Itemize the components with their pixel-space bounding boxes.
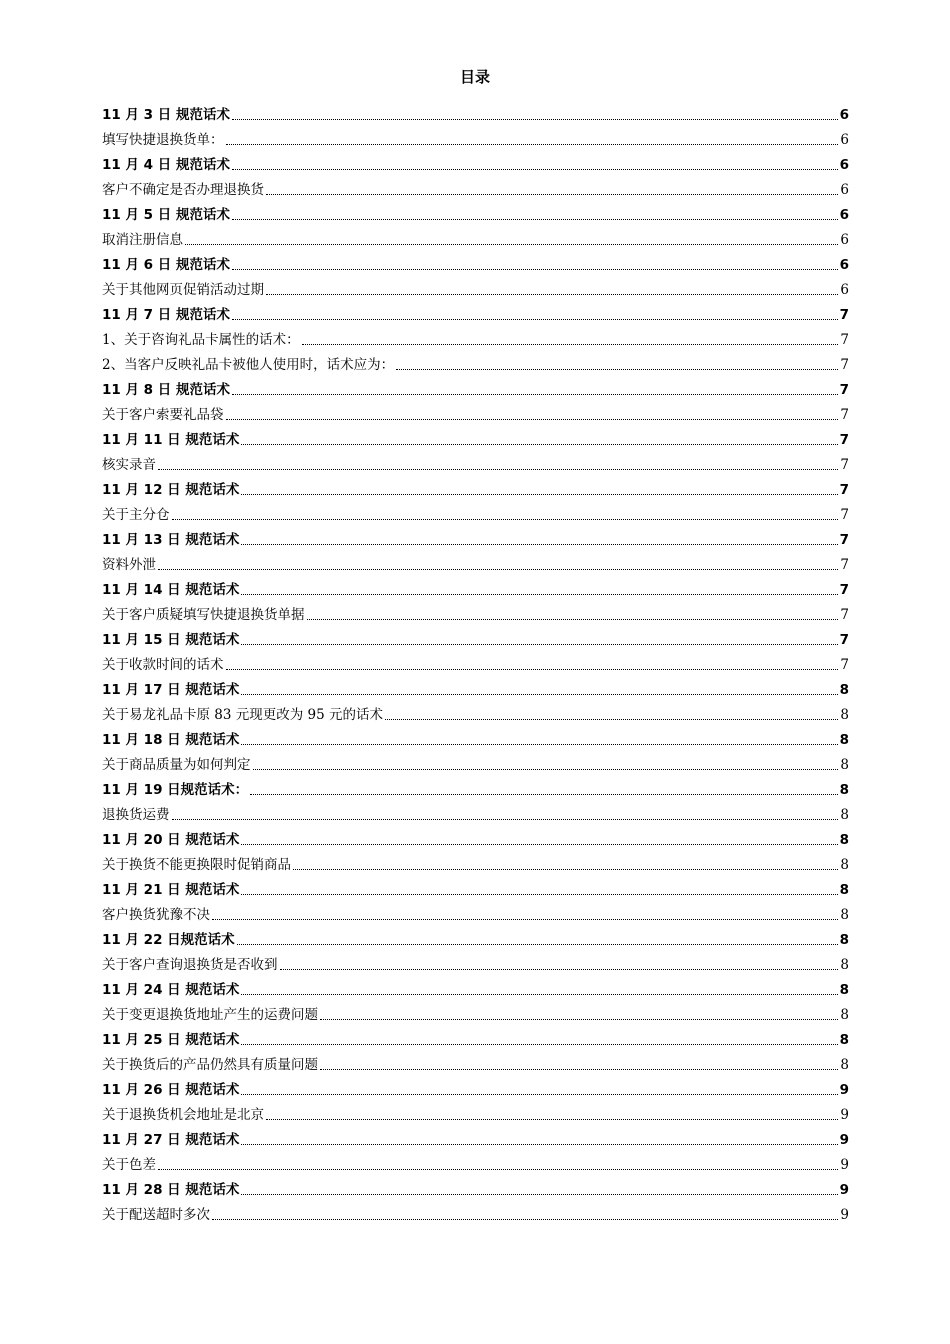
dot-leader (280, 969, 839, 970)
toc-entry-label: 11 月 15 日 规范话术 (102, 632, 240, 648)
dot-leader (232, 319, 838, 320)
toc-page-number: 7 (840, 607, 849, 623)
dot-leader (237, 944, 838, 945)
dot-leader (232, 269, 838, 270)
dot-leader (241, 1094, 837, 1095)
toc-page-number: 8 (840, 957, 849, 973)
toc-sub-entry[interactable] (102, 901, 849, 926)
toc-page-number: 6 (839, 107, 849, 123)
toc-page-number: 8 (839, 882, 849, 898)
toc-sub-entry[interactable] (102, 951, 849, 976)
toc-entry-label: 11 月 21 日 规范话术 (102, 882, 240, 898)
toc-entry-label: 关于变更退换货地址产生的运费问题 (102, 1007, 318, 1023)
toc-entry-label: 11 月 17 日 规范话术 (102, 682, 240, 698)
toc-heading-entry[interactable] (102, 776, 849, 801)
toc-entry-label: 核实录音 (102, 457, 156, 473)
dot-leader (172, 519, 839, 520)
dot-leader (232, 219, 838, 220)
toc-entry-label: 关于退换货机会地址是北京 (102, 1107, 264, 1123)
toc-sub-entry[interactable] (102, 1001, 849, 1026)
dot-leader (241, 894, 837, 895)
toc-entry-label: 11 月 14 日 规范话术 (102, 582, 240, 598)
toc-page-number: 7 (839, 532, 849, 548)
toc-heading-entry[interactable] (102, 876, 849, 901)
toc-heading-entry[interactable] (102, 151, 849, 176)
toc-sub-entry[interactable] (102, 651, 849, 676)
toc-title: 目录 (459, 68, 490, 86)
toc-page-number: 6 (840, 132, 849, 148)
toc-page-number: 8 (839, 832, 849, 848)
toc-heading-entry[interactable] (102, 376, 849, 401)
toc-entry-label: 11 月 24 日 规范话术 (102, 982, 240, 998)
toc-sub-entry[interactable] (102, 801, 849, 826)
dot-leader (172, 819, 839, 820)
toc-entry-label: 11 月 20 日 规范话术 (102, 832, 240, 848)
toc-heading-entry[interactable] (102, 426, 849, 451)
toc-page-number: 8 (839, 732, 849, 748)
toc-sub-entry[interactable] (102, 501, 849, 526)
dot-leader (232, 119, 838, 120)
dot-leader (232, 394, 838, 395)
toc-page-number: 6 (840, 282, 849, 298)
toc-page-number: 9 (839, 1082, 849, 1098)
toc-page-number: 8 (840, 1007, 849, 1023)
toc-page-number: 8 (840, 807, 849, 823)
toc-page-number: 6 (840, 182, 849, 198)
toc-entry-label: 11 月 22 日规范话术 (102, 932, 235, 948)
dot-leader (212, 1219, 838, 1220)
dot-leader (307, 619, 839, 620)
toc-entry-label: 关于换货后的产品仍然具有质量问题 (102, 1057, 318, 1073)
toc-sub-entry[interactable] (102, 176, 849, 201)
toc-entry-label: 取消注册信息 (102, 232, 183, 248)
dot-leader (266, 194, 838, 195)
toc-heading-entry[interactable] (102, 576, 849, 601)
toc-page-number: 7 (839, 632, 849, 648)
toc-sub-entry[interactable] (102, 851, 849, 876)
dot-leader (226, 144, 839, 145)
toc-sub-entry[interactable] (102, 126, 849, 151)
dot-leader (250, 794, 837, 795)
toc-heading-entry[interactable] (102, 626, 849, 651)
toc-sub-entry[interactable] (102, 351, 849, 376)
dot-leader (185, 244, 838, 245)
dot-leader (320, 1019, 838, 1020)
toc-page-number: 7 (840, 357, 849, 373)
toc-page-number: 9 (840, 1107, 849, 1123)
toc-entry-label: 关于换货不能更换限时促销商品 (102, 857, 291, 873)
toc-page-number: 8 (840, 1057, 849, 1073)
toc-entry-label: 11 月 3 日 规范话术 (102, 107, 230, 123)
toc-page-number: 6 (839, 257, 849, 273)
dot-leader (396, 369, 838, 370)
dot-leader (241, 1144, 837, 1145)
toc-heading-entry[interactable] (102, 201, 849, 226)
toc-sub-entry[interactable] (102, 751, 849, 776)
toc-page-number: 8 (839, 932, 849, 948)
toc-entry-label: 关于客户索要礼品袋 (102, 407, 224, 423)
toc-page-number: 7 (840, 407, 849, 423)
toc-heading-entry[interactable] (102, 1176, 849, 1201)
toc-page-number: 9 (840, 1207, 849, 1223)
toc-heading-entry[interactable] (102, 826, 849, 851)
toc-page-number: 8 (840, 707, 849, 723)
toc-entry-label: 11 月 8 日 规范话术 (102, 382, 230, 398)
dot-leader (212, 919, 838, 920)
toc-page-number: 6 (840, 232, 849, 248)
toc-sub-entry[interactable] (102, 1151, 849, 1176)
dot-leader (241, 1044, 837, 1045)
toc-entry-label: 11 月 11 日 规范话术 (102, 432, 240, 448)
toc-page-number: 8 (839, 982, 849, 998)
dot-leader (232, 169, 838, 170)
toc-entry-label: 关于主分仓 (102, 507, 170, 523)
toc-entry-label: 11 月 5 日 规范话术 (102, 207, 230, 223)
toc-entry-label: 11 月 12 日 规范话术 (102, 482, 240, 498)
dot-leader (241, 744, 837, 745)
toc-page-number: 7 (839, 482, 849, 498)
toc-page-number: 9 (839, 1132, 849, 1148)
toc-entry-label: 1、关于咨询礼品卡属性的话术： (102, 332, 300, 348)
toc-entry-label: 退换货运费 (102, 807, 170, 823)
dot-leader (241, 844, 837, 845)
toc-page-number: 8 (840, 857, 849, 873)
toc-sub-entry[interactable] (102, 276, 849, 301)
toc-entry-label: 11 月 18 日 规范话术 (102, 732, 240, 748)
toc-page-number: 9 (840, 1157, 849, 1173)
toc-heading-entry[interactable] (102, 926, 849, 951)
toc-sub-entry[interactable] (102, 1201, 849, 1226)
toc-entry-label: 资料外泄 (102, 557, 156, 573)
toc-entry-label: 关于配送超时多次 (102, 1207, 210, 1223)
dot-leader (241, 444, 837, 445)
toc-entry-label: 11 月 26 日 规范话术 (102, 1082, 240, 1098)
toc-entry-label: 关于色差 (102, 1157, 156, 1173)
toc-entry-label: 客户换货犹豫不决 (102, 907, 210, 923)
toc-entry-label: 关于客户质疑填写快捷退换货单据 (102, 607, 305, 623)
dot-leader (226, 669, 839, 670)
dot-leader (158, 1169, 838, 1170)
toc-page-number: 8 (839, 682, 849, 698)
toc-entry-label: 11 月 27 日 规范话术 (102, 1132, 240, 1148)
toc-page-number: 7 (840, 657, 849, 673)
toc-page-number: 7 (840, 557, 849, 573)
dot-leader (266, 294, 838, 295)
toc-entry-label: 11 月 25 日 规范话术 (102, 1032, 240, 1048)
dot-leader (158, 469, 838, 470)
dot-leader (293, 869, 838, 870)
toc-page-number: 8 (840, 757, 849, 773)
toc-entry-label: 11 月 28 日 规范话术 (102, 1182, 240, 1198)
toc-heading-entry[interactable] (102, 251, 849, 276)
toc-heading-entry[interactable] (102, 526, 849, 551)
dot-leader (241, 644, 837, 645)
dot-leader (320, 1069, 838, 1070)
dot-leader (385, 719, 838, 720)
toc-page-number: 8 (839, 1032, 849, 1048)
toc-sub-entry[interactable] (102, 1101, 849, 1126)
toc-heading-entry[interactable] (102, 1076, 849, 1101)
toc-entry-label: 11 月 6 日 规范话术 (102, 257, 230, 273)
toc-page-number: 7 (839, 307, 849, 323)
toc-entry-label: 关于收款时间的话术 (102, 657, 224, 673)
toc-entry-label: 11 月 4 日 规范话术 (102, 157, 230, 173)
dot-leader (158, 569, 838, 570)
toc-entry-label: 2、当客户反映礼品卡被他人使用时，话术应为： (102, 357, 395, 373)
dot-leader (266, 1119, 838, 1120)
dot-leader (241, 544, 837, 545)
toc-page-number: 7 (840, 457, 849, 473)
toc-page-number: 8 (839, 782, 849, 798)
toc-sub-entry[interactable] (102, 551, 849, 576)
toc-entry-label: 关于其他网页促销活动过期 (102, 282, 264, 298)
toc-entry-label: 关于商品质量为如何判定 (102, 757, 251, 773)
toc-sub-entry[interactable] (102, 401, 849, 426)
toc-sub-entry[interactable] (102, 226, 849, 251)
toc-heading-entry[interactable] (102, 476, 849, 501)
toc-entry-label: 11 月 13 日 规范话术 (102, 532, 240, 548)
toc-sub-entry[interactable] (102, 701, 849, 726)
toc-sub-entry[interactable] (102, 1051, 849, 1076)
toc-entry-label: 关于客户查询退换货是否收到 (102, 957, 278, 973)
toc-page-number: 6 (839, 207, 849, 223)
dot-leader (253, 769, 839, 770)
dot-leader (226, 419, 839, 420)
toc-entry-label: 客户不确定是否办理退换货 (102, 182, 264, 198)
toc-heading-entry[interactable] (102, 1126, 849, 1151)
toc-heading-entry[interactable] (102, 1026, 849, 1051)
toc-sub-entry[interactable] (102, 326, 849, 351)
toc-sub-entry[interactable] (102, 451, 849, 476)
dot-leader (302, 344, 839, 345)
toc-page-number: 7 (839, 382, 849, 398)
toc-heading-entry[interactable] (102, 676, 849, 701)
toc-sub-entry[interactable] (102, 601, 849, 626)
toc-heading-entry[interactable] (102, 101, 849, 126)
toc-list (102, 101, 849, 1226)
toc-entry-label: 填写快捷退换货单： (102, 132, 224, 148)
toc-page-number: 9 (839, 1182, 849, 1198)
toc-page-number: 7 (839, 582, 849, 598)
toc-page-number: 7 (840, 507, 849, 523)
toc-page-number: 6 (839, 157, 849, 173)
toc-entry-label: 11 月 19 日规范话术： (102, 782, 249, 798)
dot-leader (241, 1194, 837, 1195)
toc-heading-entry[interactable] (102, 976, 849, 1001)
toc-heading-entry[interactable] (102, 726, 849, 751)
toc-entry-label: 11 月 7 日 规范话术 (102, 307, 230, 323)
toc-page-number: 8 (840, 907, 849, 923)
toc-page-number: 7 (839, 432, 849, 448)
dot-leader (241, 694, 837, 695)
dot-leader (241, 494, 837, 495)
toc-heading-entry[interactable] (102, 301, 849, 326)
toc-entry-label: 关于易龙礼品卡原 83 元现更改为 95 元的话术 (102, 707, 384, 723)
dot-leader (241, 994, 837, 995)
toc-page-number: 7 (840, 332, 849, 348)
dot-leader (241, 594, 837, 595)
